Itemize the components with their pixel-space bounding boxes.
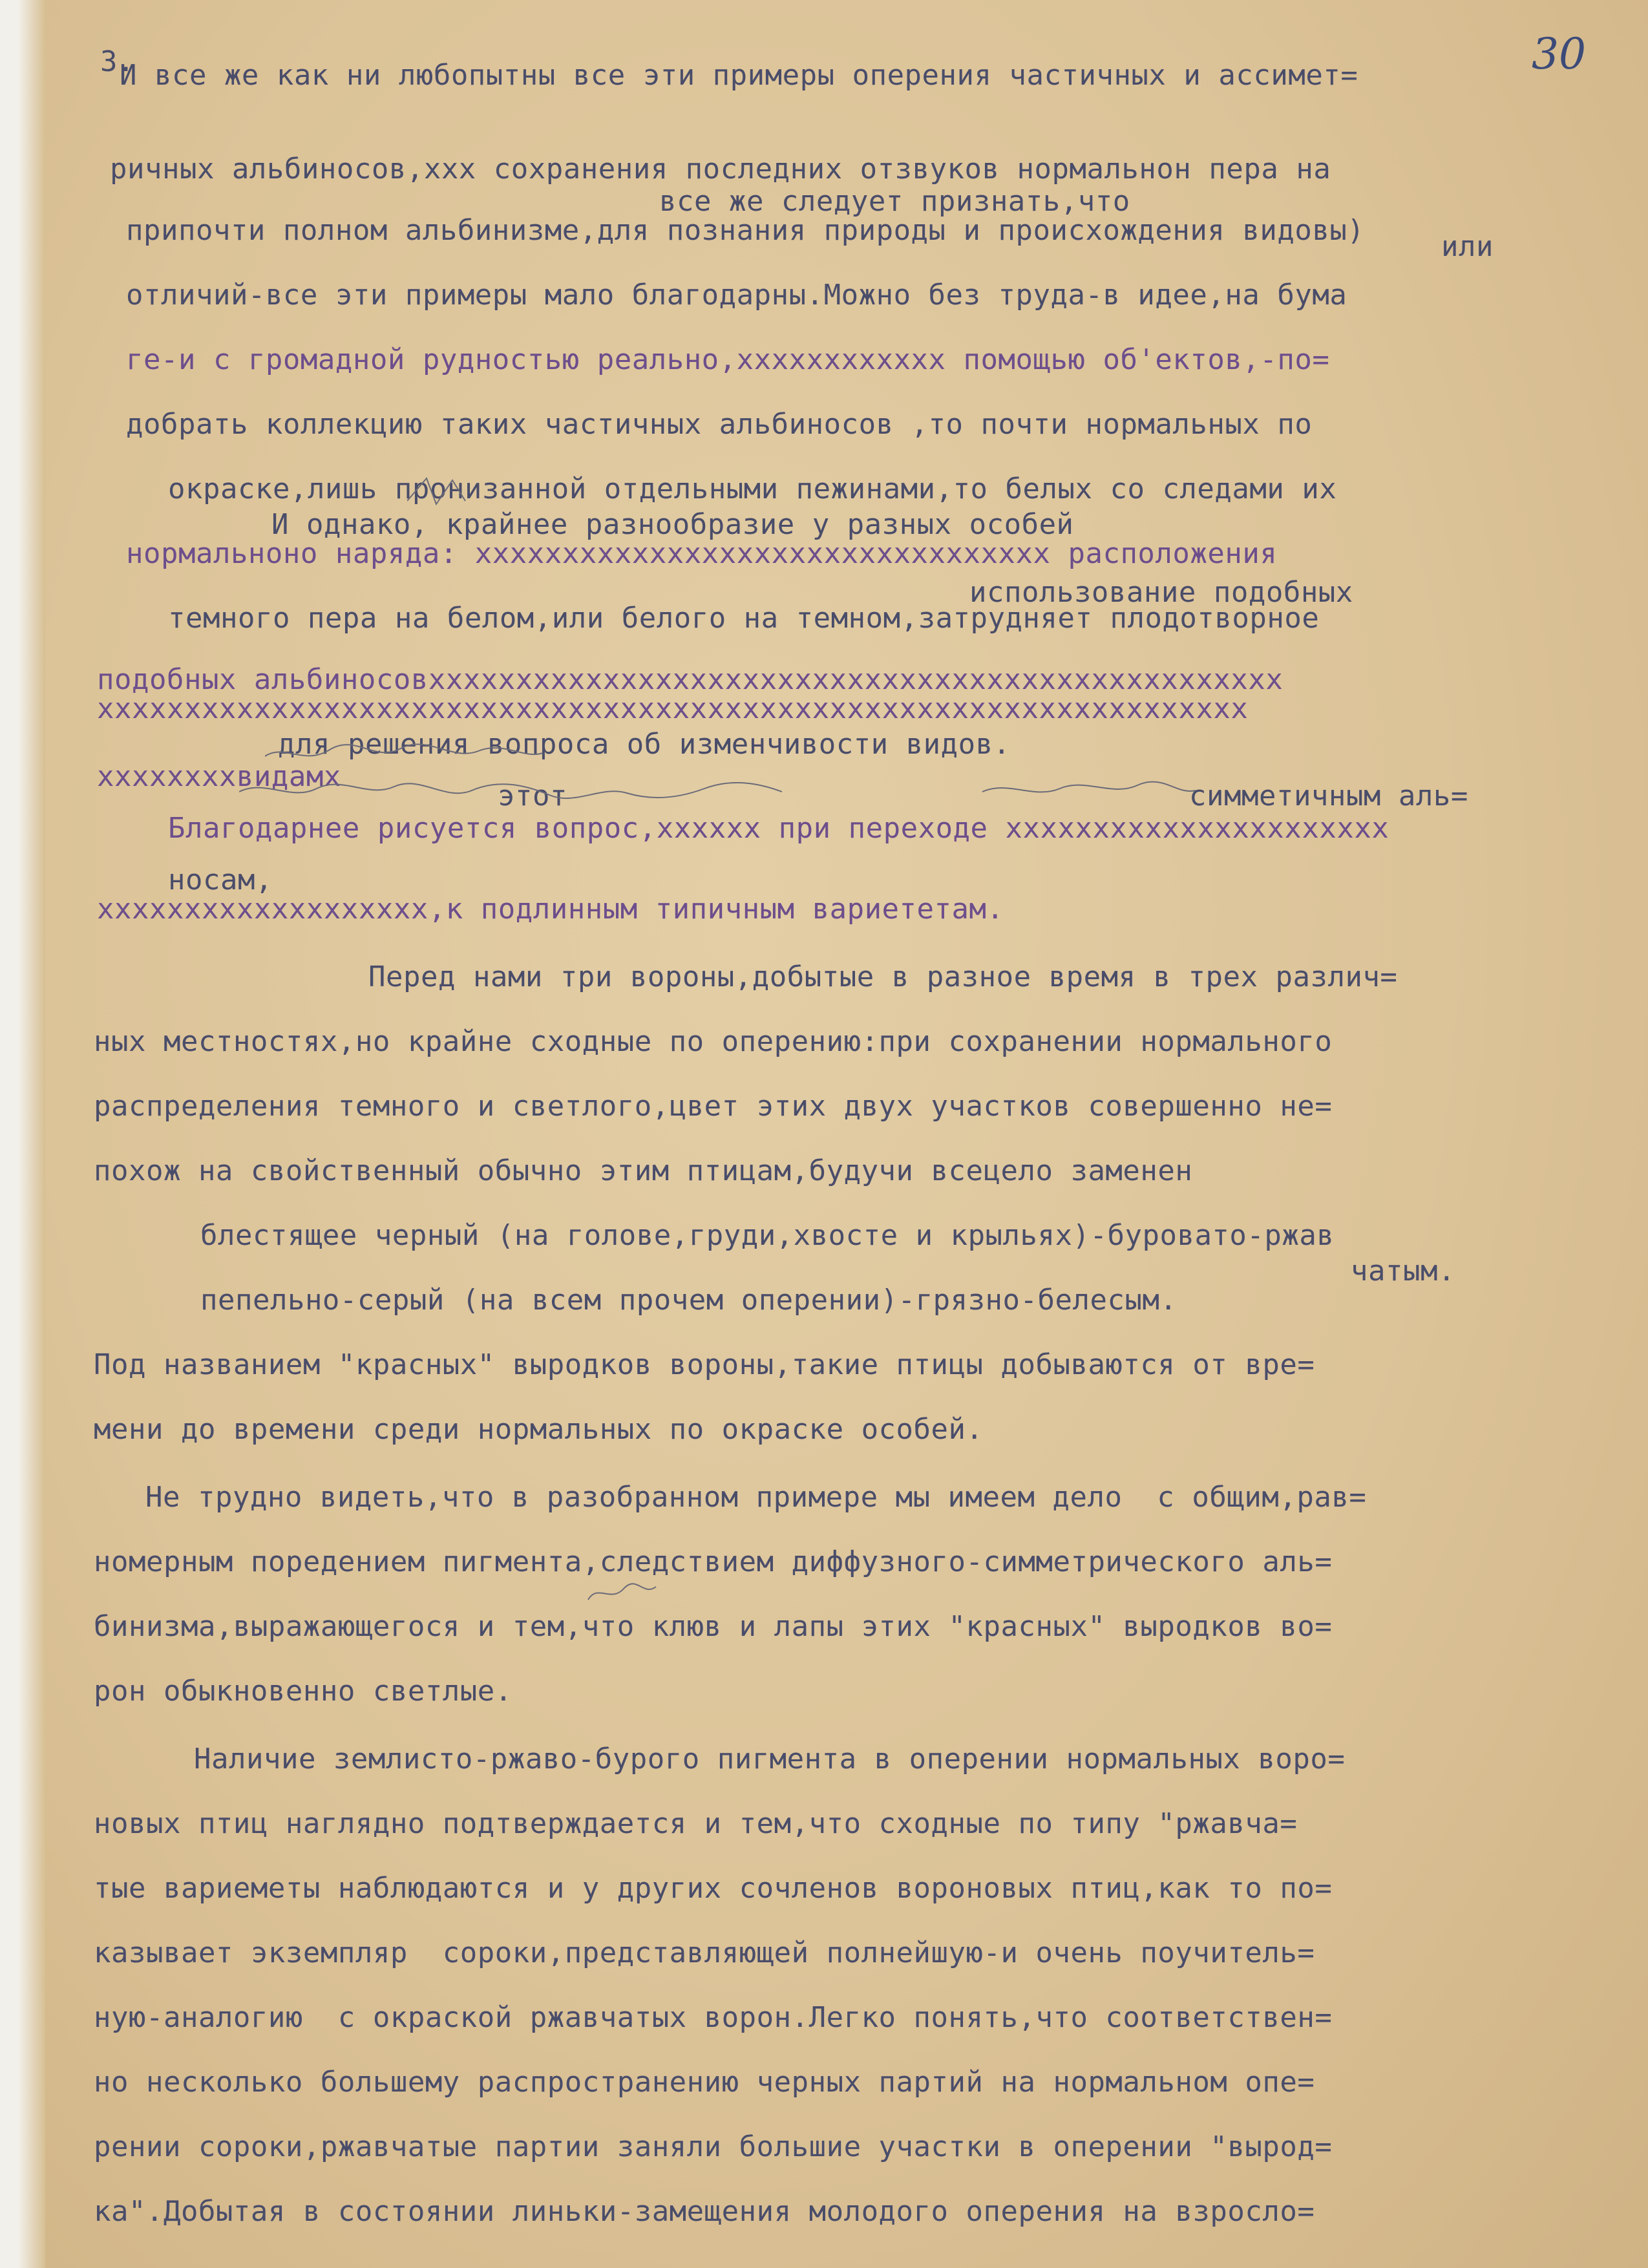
text-line: темного пера на белом,или белого на темном,затрудняет плодотворное bbox=[168, 602, 1320, 635]
text-line: ную-аналогию с окраской ржавчатых ворон.Легко понять,что соответствен= bbox=[94, 2001, 1333, 2034]
text-line: чатым. bbox=[1351, 1255, 1455, 1288]
text-line: симметичным аль= bbox=[1189, 779, 1468, 812]
page-number: 3. bbox=[100, 45, 134, 78]
text-line: ричных альбиносов,ххх сохранения последних отзвуков нормальнон пера на bbox=[110, 153, 1331, 185]
text-line: окраске,лишь пронизанной отдельными пежинами,то белых со следами их bbox=[168, 472, 1337, 505]
text-line: пепельно-серый (на всем прочем оперении)-грязно-белесым. bbox=[200, 1284, 1178, 1317]
text-line: бинизма,выражающегося и тем,что клюв и лапы этих "красных" выродков во= bbox=[94, 1610, 1333, 1643]
text-line: добрать коллекцию таких частичных альбиносов ,то почти нормальных по bbox=[126, 408, 1313, 441]
text-line: все же следует признать,что bbox=[659, 185, 1130, 218]
text-line: использование подобных bbox=[969, 576, 1353, 609]
text-line: нормальнонo наряда: ххххххххххххххххххххххххххххххххх расположения bbox=[126, 537, 1278, 570]
text-line: ге-и с громадной рудностью реально,хххххххххххх помощью об'ектов,-по= bbox=[126, 343, 1330, 376]
text-line: тые вариеметы наблюдаются и у других сочленов вороновых птиц,как то по= bbox=[94, 1872, 1333, 1905]
text-line: Перед нами три вороны,добытые в разное время в трех различ= bbox=[368, 960, 1398, 993]
text-line: хххххххххххххххххххххххххххххххххххххххххххххххххххххххххххххххххх bbox=[97, 692, 1249, 725]
text-line: этот bbox=[498, 779, 567, 812]
text-line: рении сороки,ржавчатые партии заняли большие участки в оперении "вырод= bbox=[94, 2130, 1333, 2163]
text-line: ххххххххвидамх bbox=[97, 760, 341, 793]
text-line: Под названием "красных" выродков вороны,такие птицы добываются от вре= bbox=[94, 1348, 1315, 1381]
text-line: номерным порeдением пигмента,следствием диффузного-симметрического аль= bbox=[94, 1545, 1333, 1578]
text-line: И однако, крайнее разнообразие у разных особей bbox=[271, 508, 1074, 541]
text-line: распределения темного и светлого,цвет этих двух участков совершенно не= bbox=[94, 1090, 1333, 1123]
text-line: подобных альбиносовххххххххххххххххххххххххххххххххххххххххххххххххх bbox=[97, 663, 1284, 696]
text-line: Наличие землисто-ржаво-бурого пигмента в оперении нормальных воро= bbox=[194, 1743, 1346, 1775]
text-line: ка".Добытая в состоянии линьки-замещения молодого оперения на взросло= bbox=[94, 2195, 1315, 2228]
text-line: носам, bbox=[168, 864, 273, 896]
folio-number: 30 bbox=[1532, 29, 1586, 79]
text-line: отличий-все эти примеры мало благодарны.Можно без труда-в идее,на бума bbox=[126, 279, 1347, 312]
text-line: но несколько большему распространению черных партий на нормальном опе= bbox=[94, 2066, 1315, 2099]
pencil-annotation bbox=[585, 1577, 662, 1609]
scan-edge bbox=[0, 0, 45, 2268]
text-line: рон обыкновенно светлые. bbox=[94, 1675, 512, 1708]
text-line: блестящее черный (на голове,груди,хвосте и крыльях)-буровато-ржав bbox=[200, 1219, 1335, 1252]
text-line: новых птиц наглядно подтверждается и тем,что сходные по типу "ржавча= bbox=[94, 1807, 1298, 1840]
pencil-annotation bbox=[239, 772, 1209, 811]
text-line: ххххххххххххххххххх,к подлинным типичным вариететам. bbox=[97, 893, 1004, 926]
text-line: ных местностях,но крайне сходные по оперению:при сохранении нормального bbox=[94, 1025, 1333, 1058]
text-line: И все же как ни любопытны все эти примеры оперения частичных и ассимет= bbox=[120, 59, 1358, 92]
text-line: Не трудно видеть,что в разобранном примере мы имеем дело с общим,рав= bbox=[145, 1481, 1367, 1514]
pencil-annotation bbox=[407, 475, 485, 507]
text-line: для решения вопроса об изменчивости видов. bbox=[278, 728, 1011, 761]
pencil-annotation bbox=[265, 737, 549, 769]
text-line: или bbox=[1441, 230, 1494, 263]
text-line: похож на свойственный обычно этим птицам,будучи всецело заменен bbox=[94, 1154, 1193, 1187]
text-line: Благодарнее рисуется вопрос,хххххх при переходе хххххххххххххххххххххх bbox=[168, 812, 1389, 845]
text-line: мени до времени среди нормальных по окраске особей. bbox=[94, 1413, 984, 1446]
text-line: припочти полном альбинизме,для познания природы и происхождения видовы) bbox=[126, 214, 1365, 247]
text-line: казывает экземпляр сороки,представляющей полнейшую-и очень поучитель= bbox=[94, 1936, 1315, 1969]
